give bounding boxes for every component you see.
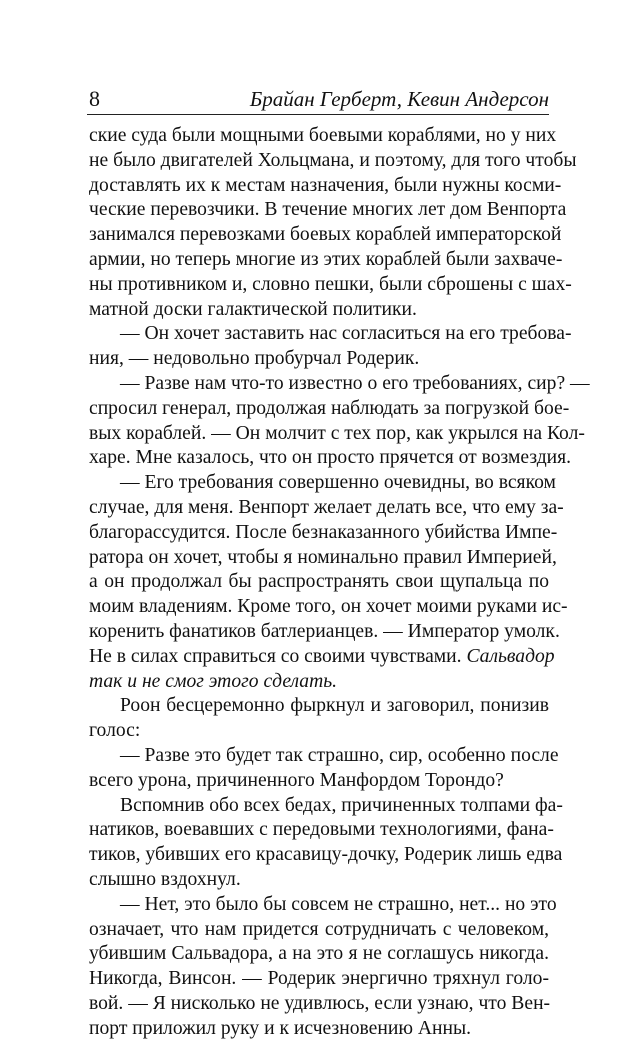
text-line: убившим Сальвадора, а на это я не соглашусь никогда. xyxy=(89,943,549,965)
text-line: коренить фанатиков батлерианцев. — Император умолк. xyxy=(89,620,560,642)
page-number: 8 xyxy=(89,86,100,111)
text-line: а он продолжал бы распространять свои щупальца по xyxy=(89,571,549,593)
text-line: Вспомнив обо всех бедах, причиненных толпами фа- xyxy=(120,794,563,816)
text-line: ратора он хочет, чтобы я номинально правил Империей, xyxy=(89,546,557,568)
text-line: тиков, убивших его красавицу-дочку, Родерик лишь едва xyxy=(89,844,563,866)
text-line: вой. — Я нисколько не удивлюсь, если узнаю, что Вен- xyxy=(89,992,551,1014)
text-line: порт приложил руку и к исчезновению Анны. xyxy=(89,1017,472,1039)
text-line: харе. Мне казалось, что он просто прячется от возмездия. xyxy=(89,447,572,469)
text-line: слышно вздохнул. xyxy=(89,868,241,890)
text-line: — Нет, это было бы совсем не страшно, нет... но это xyxy=(120,893,557,915)
text-line: голос: xyxy=(89,720,141,742)
text-line: ны противником и, словно пешки, были сброшены с шах- xyxy=(89,273,572,295)
text-line xyxy=(89,645,555,670)
running-head: Брайан Герберт, Кевин Андерсон xyxy=(249,87,549,111)
text-line: армии, но теперь многие из этих кораблей были захваче- xyxy=(89,248,563,270)
text-line: случае, для меня. Венпорт желает делать все, что ему за- xyxy=(89,496,564,518)
text-line: — Разве это будет так страшно, сир, особенно после xyxy=(120,744,559,766)
text-segment: Не в силах справиться со своими чувствами. xyxy=(89,645,462,667)
text-line: означает, что нам придется сотрудничать с человеком, xyxy=(89,918,549,940)
italic-text: Сальвадор xyxy=(466,645,555,667)
text-line: ческие перевозчики. В течение многих лет дом Венпорта xyxy=(89,199,567,221)
text-line: не было двигателей Хольцмана, и поэтому, для того чтобы xyxy=(89,149,577,171)
text-line: вых кораблей. — Он молчит с тех пор, как укрылся на Кол- xyxy=(89,422,585,444)
text-line: так и не смог этого сделать. xyxy=(89,670,338,692)
text-line: ния, — недовольно пробурчал Родерик. xyxy=(89,348,420,370)
text-line: натиков, воевавших с передовыми технологиями, фана- xyxy=(89,819,554,841)
text-line: занимался перевозками боевых кораблей императорской xyxy=(89,224,562,246)
text-line: спросил генерал, продолжая наблюдать за погрузкой бое- xyxy=(89,397,570,419)
text-line: ские суда были мощными боевыми кораблями, но у них xyxy=(89,125,557,146)
body-text xyxy=(89,124,590,1041)
text-line: матной доски галактической политики. xyxy=(89,298,417,320)
text-line: Роон бесцеремонно фыркнул и заговорил, понизив xyxy=(120,695,549,717)
text-line: благорассудится. После безнаказанного убийства Импе- xyxy=(89,521,558,543)
text-line: Никогда, Винсон. — Родерик энергично тряхнул голо- xyxy=(89,968,549,990)
text-line: — Его требования совершенно очевидны, во всяком xyxy=(120,472,556,494)
text-line: — Он хочет заставить нас согласиться на его требова- xyxy=(120,323,572,345)
text-line: доставлять их к местам назначения, были нужны косми- xyxy=(89,174,562,196)
text-line: моим владениям. Кроме того, он хочет моими руками ис- xyxy=(89,596,568,618)
text-line: всего урона, причиненного Манфордом Торондо? xyxy=(89,769,504,791)
page-header xyxy=(87,86,549,115)
text-line: — Разве нам что-то известно о его требованиях, сир? — xyxy=(120,372,590,394)
